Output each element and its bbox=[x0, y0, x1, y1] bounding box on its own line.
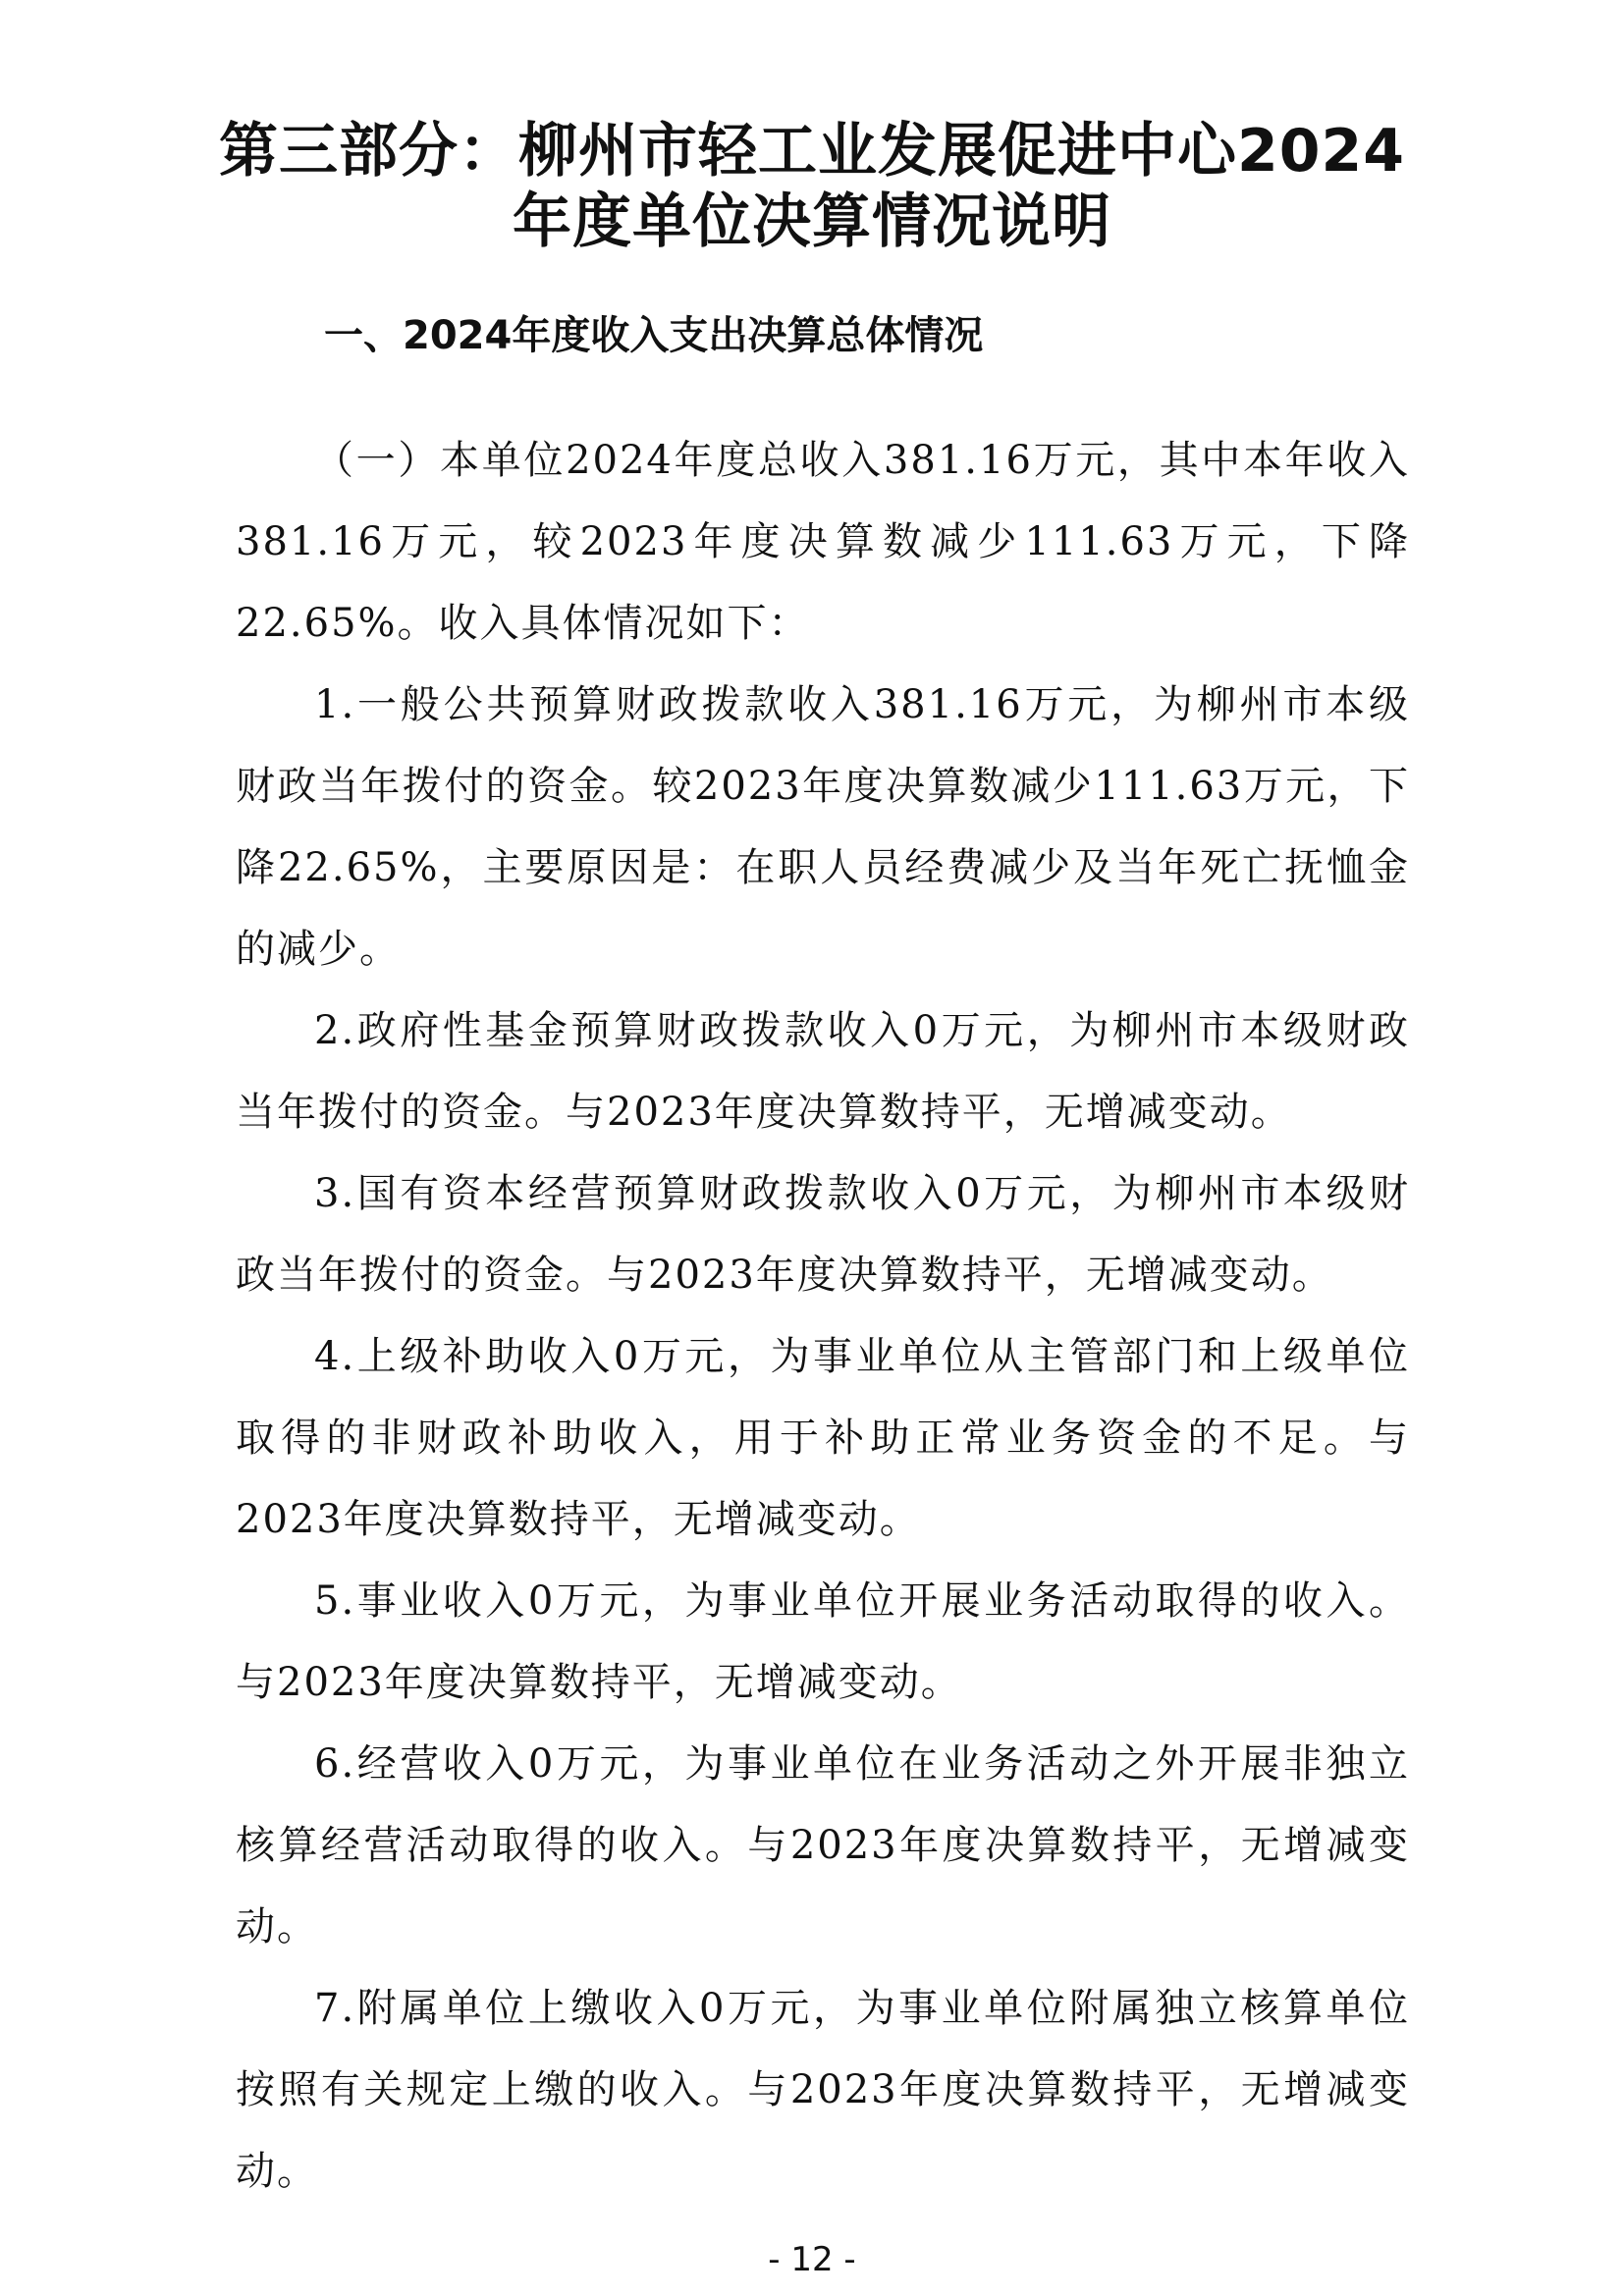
body-text bbox=[236, 420, 1410, 2213]
title-line-2: 年度单位决算情况说明 bbox=[513, 187, 1111, 256]
paragraph-superior-subsidy: 4.上级补助收入0万元，为事业单位从主管部门和上级单位取得的非财政补助收入，用于补助正常业务资金的不足。与2023年度决算数持平，无增减变动。 bbox=[236, 1334, 1410, 1542]
paragraph-operating-income: 6.经营收入0万元，为事业单位在业务活动之外开展非独立核算经营活动取得的收入。与2023年度决算数持平，无增减变动。 bbox=[236, 1741, 1410, 1949]
paragraph-state-capital: 3.国有资本经营预算财政拨款收入0万元，为柳州市本级财政当年拨付的资金。与2023年度决算数持平，无增减变动。 bbox=[236, 1171, 1410, 1298]
page-number: - 12 - bbox=[768, 2240, 856, 2279]
title-line-1: 第三部分：柳州市轻工业发展促进中心2024 bbox=[219, 117, 1405, 186]
paragraph-business-income: 5.事业收入0万元，为事业单位开展业务活动取得的收入。与2023年度决算数持平，无增减变动。 bbox=[236, 1578, 1410, 1705]
paragraph-general-budget: 1.一般公共预算财政拨款收入381.16万元，为柳州市本级财政当年拨付的资金。较2023年度决算数减少111.63万元，下降22.65%，主要原因是：在职人员经费减少及当年死亡抚恤金的减少。 bbox=[236, 682, 1410, 972]
paragraph-affiliate-income: 7.附属单位上缴收入0万元，为事业单位附属独立核算单位按照有关规定上缴的收入。与2023年度决算数持平，无增减变动。 bbox=[236, 1986, 1410, 2194]
paragraph-total-income: （一）本单位2024年度总收入381.16万元，其中本年收入381.16万元，较2023年度决算数减少111.63万元，下降22.65%。收入具体情况如下： bbox=[236, 438, 1410, 646]
paragraph-government-fund: 2.政府性基金预算财政拨款收入0万元，为柳州市本级财政当年拨付的资金。与2023年度决算数持平，无增减变动。 bbox=[236, 1008, 1410, 1135]
section-heading: 一、2024年度收入支出决算总体情况 bbox=[324, 313, 984, 358]
page-title bbox=[177, 116, 1447, 257]
